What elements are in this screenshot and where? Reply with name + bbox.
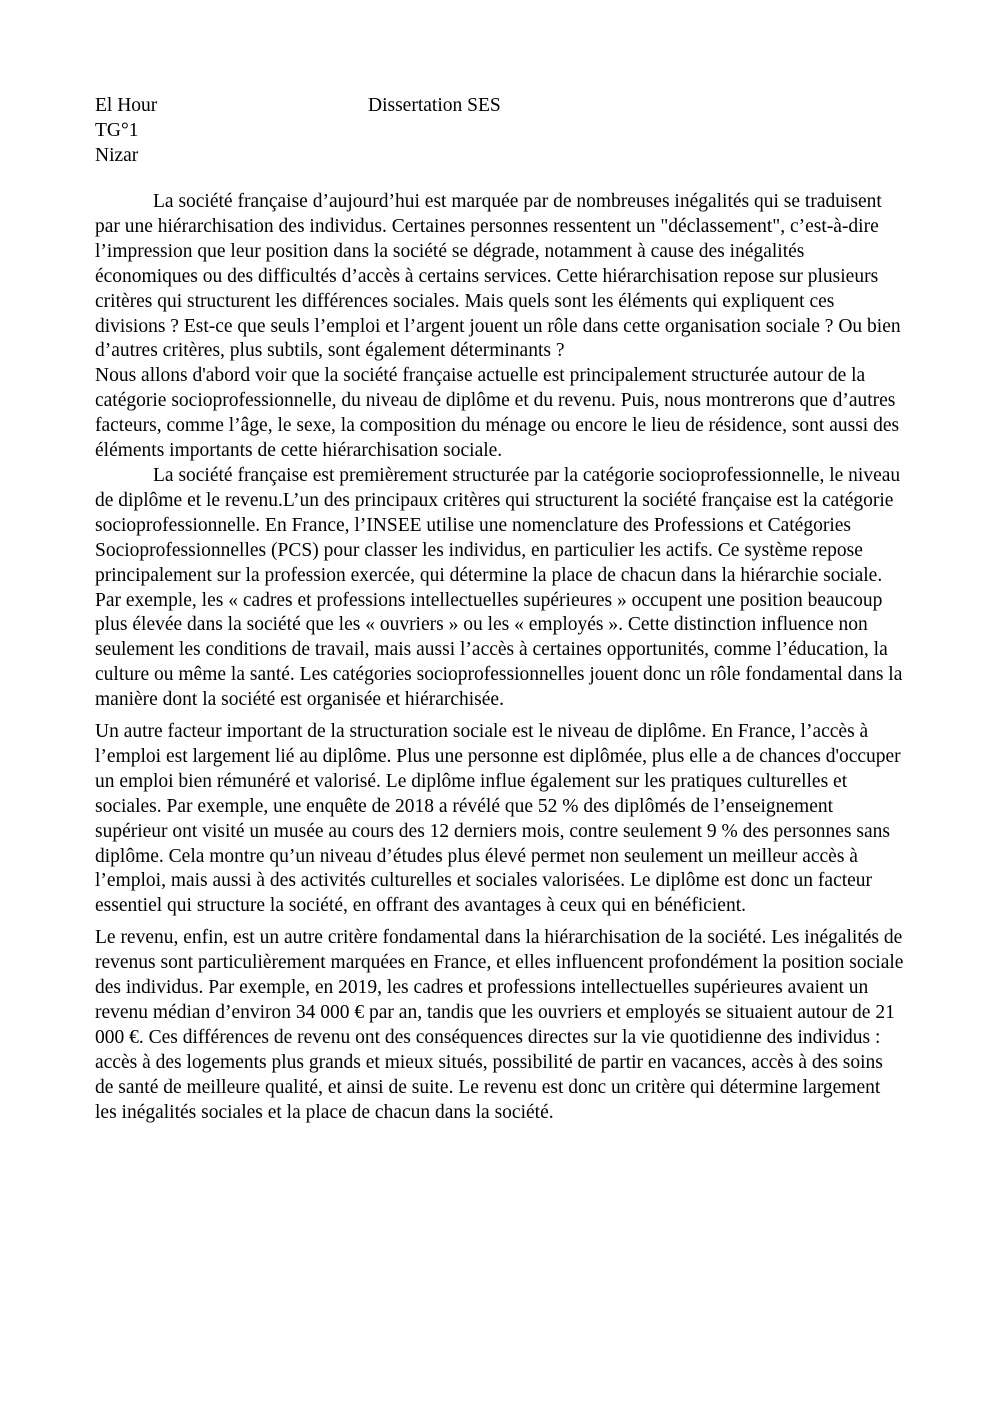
part1-paragraph-1: La société française est premièrement structurée par la catégorie socioprofessionnelle, le niveau de diplôme et le revenu.L’un des principaux critères qui structurent la société française est la catégorie socioprofessionnelle. En France, l’INSEE utilise une nomenclature des Professions et Catégories Socioprofessionnelles (PCS) pour classer les individus, en particulier les actifs. Ce système repose principalement sur la profession exercée, qui détermine la place de chacun dans la hiérarchie sociale. Par exemple, les « cadres et professions intellectuelles supérieures » occupent une position beaucoup plus élevée dans la société que les « ouvriers » ou les « employés ». Cette distinction influence non seulement les conditions de travail, mais aussi l’accès à certaines opportunités, comme l’éducation, la culture ou même la santé. Les catégories socioprofessionnelles jouent donc un rôle fondamental dans la manière dont la société est organisée et hiérarchisée. xyxy=(95,464,903,711)
part1-paragraph-2: Un autre facteur important de la structuration sociale est le niveau de diplôme. En France, l’accès à l’emploi est largement lié au diplôme. Plus une personne est diplômée, plus elle a de chances d'occuper un emploi bien rémunéré et valorisé. Le diplôme influe également sur les pratiques culturelles et sociales. Par exemple, une enquête de 2018 a révélé que 52 % des diplômés de l’enseignement supérieur ont visité un musée au cours des 12 derniers mois, contre seulement 9 % des personnes sans diplôme. Cela montre qu’un niveau d’études plus élevé permet non seulement un meilleur accès à l’emploi, mais aussi à des activités culturelles et sociales valorisées. Le diplôme est donc un facteur essentiel qui structure la société, en offrant des avantages à ceux qui en bénéficient. xyxy=(95,721,901,917)
author-last-name: El Hour xyxy=(95,95,158,116)
part-one-diploma xyxy=(95,720,905,919)
introduction xyxy=(95,190,905,464)
document-title: Dissertation SES xyxy=(368,95,501,116)
class-name: TG°1 xyxy=(95,119,139,141)
part-one xyxy=(95,464,905,713)
document-page xyxy=(95,94,905,1126)
intro-paragraph-2: Nous allons d'abord voir que la société française actuelle est principalement structurée autour de la catégorie socioprofessionnelle, du niveau de diplôme et du revenu. Puis, nous montrerons que d’autres facteurs, comme l’âge, le sexe, la composition du ménage ou encore le lieu de résidence, sont aussi des éléments importants de cette hiérarchisation sociale. xyxy=(95,365,900,462)
intro-paragraph-1: La société française d’aujourd’hui est marquée par de nombreuses inégalités qui se traduisent par une hiérarchisation des individus. Certaines personnes ressentent un "déclassement", c’est-à-dire l’impression que leur position dans la société se dégrade, notamment à cause des inégalités économiques ou des difficultés d’accès à certains services. Cette hiérarchisation repose sur plusieurs critères qui structurent les différences sociales. Mais quels sont les éléments qui expliquent ces divisions ? Est-ce que seuls l’emploi et l’argent jouent un rôle dans cette organisation sociale ? Ou bien d’autres critères, plus subtils, sont également déterminants ? xyxy=(95,191,901,362)
author-first-name: Nizar xyxy=(95,144,139,166)
part1-paragraph-3: Le revenu, enfin, est un autre critère fondamental dans la hiérarchisation de la société. Les inégalités de revenus sont particulièrement marquées en France, et elles influencent profondément la position sociale des individus. Par exemple, en 2019, les cadres et professions intellectuelles supérieures avaient un revenu médian d’environ 34 000 € par an, tandis que les ouvriers et employés se situaient autour de 21 000 €. Ces différences de revenu ont des conséquences directes sur la vie quotidienne des individus : accès à des logements plus grands et mieux situés, possibilité de partir en vacances, accès à des soins de santé de meilleure qualité, et ainsi de suite. Le revenu est donc un critère qui détermine largement les inégalités sociales et la place de chacun dans la société. xyxy=(95,927,904,1123)
document-header xyxy=(95,94,905,169)
part-one-income xyxy=(95,926,905,1125)
